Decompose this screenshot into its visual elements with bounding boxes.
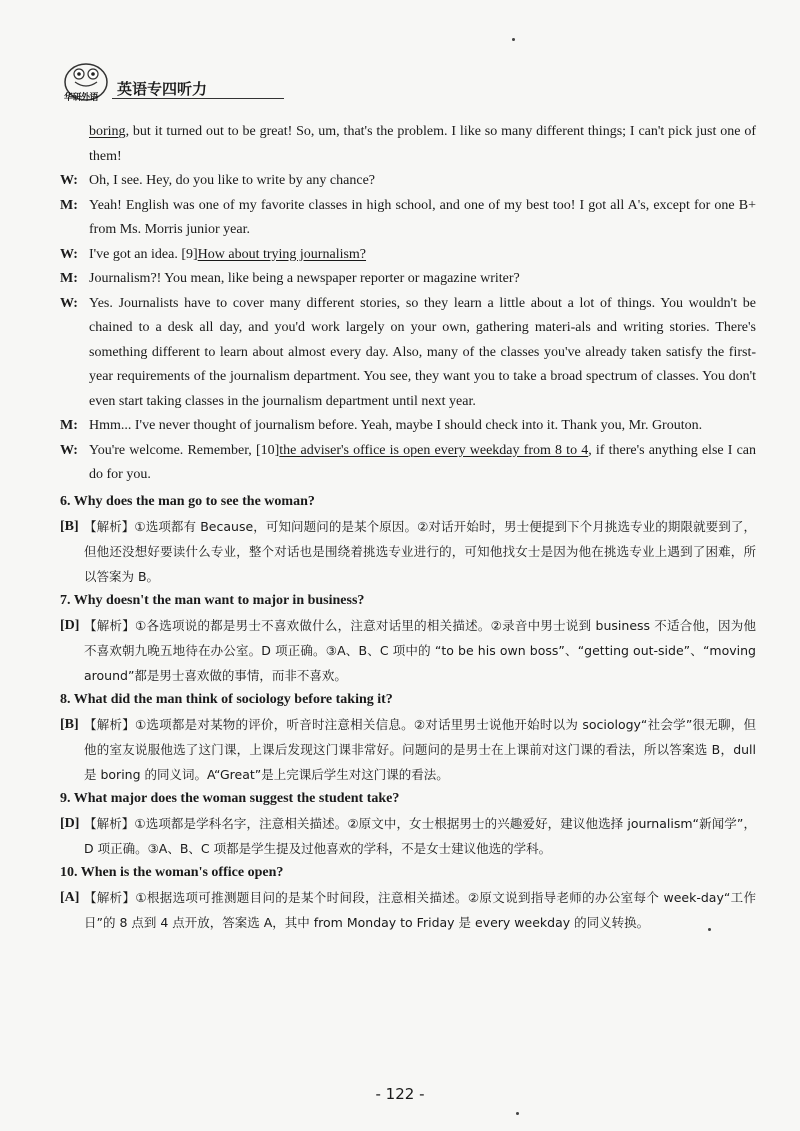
dialogue-transcript	[60, 120, 756, 488]
utterance	[89, 194, 756, 243]
underlined-answer-text: How about trying journalism?	[197, 246, 367, 262]
utterance	[89, 292, 756, 415]
dialogue-turn	[60, 243, 756, 268]
answer-analysis	[60, 811, 756, 861]
question-text: 7. Why doesn't the man want to major in business?	[60, 592, 365, 608]
utterance-text: Yes. Journalists have to cover many different stories, so they learn a little about a lot of things. You wouldn't be chained to a desk all day, and you'd work largely on your own, gathering materi-als and writing stories. There's something different to learn about almost every day. Also, many of the classes you've already taken satisfy the first-year requirements of the journalism department. You see, they want you to take a broad spectrum of classes. You don't even start taking classes in the journalism department until next year.	[89, 295, 756, 409]
question-text: 10. When is the woman's office open?	[60, 864, 284, 880]
utterance	[89, 124, 756, 164]
utterance	[89, 414, 756, 439]
answer-letter: [B]	[60, 518, 79, 534]
book-title: 英语专四听力	[117, 80, 208, 98]
speaker-label: M:	[60, 418, 78, 433]
utterance-text: I've got an idea. [9]	[89, 246, 198, 262]
answer-letter: [D]	[60, 815, 80, 831]
question-text: 8. What did the man think of sociology before taking it?	[60, 691, 393, 707]
dialogue-turn	[60, 169, 756, 194]
logo-text: 华研外语	[64, 93, 99, 103]
header-divider	[112, 98, 284, 99]
utterance-text: , but it turned out to be great! So, um, that's the problem. I like so many different things; I can't pick just one of them!	[89, 124, 756, 164]
question-block	[60, 490, 756, 589]
analysis-text: 【解析】①选项都是学科名字，注意相关描述。②原文中，女士根据男士的兴趣爱好，建议他选择 journalism“新闻学”，D 项正确。③A、B、C 项都是学生提及过他喜欢的学科，不是女士建议他选的学科。	[84, 815, 756, 856]
dialogue-turn	[60, 120, 756, 169]
utterance	[89, 267, 756, 292]
page-number: - 122 -	[375, 1085, 425, 1103]
speaker-label: W:	[60, 295, 78, 311]
speaker-label: M:	[60, 197, 78, 213]
question-block	[60, 787, 756, 861]
dialogue-turn	[60, 414, 756, 439]
underlined-answer-text: boring	[89, 124, 126, 139]
utterance	[89, 243, 756, 268]
answer-letter: [A]	[60, 889, 80, 905]
scan-speck	[708, 928, 711, 931]
answer-analysis	[60, 514, 756, 589]
dialogue-turn	[60, 439, 756, 488]
speaker-label: W:	[60, 442, 78, 458]
utterance-text: Hmm... I've never thought of journalism before. Yeah, maybe I should check into it. Thank you, Mr. Grouton.	[89, 418, 703, 433]
answer-letter: [D]	[60, 617, 80, 633]
speaker-label: M:	[60, 271, 78, 286]
utterance-text: , if there's anything else I can do for you.	[89, 442, 757, 482]
question-block	[60, 861, 756, 935]
answer-analysis	[60, 712, 756, 787]
answer-letter: [B]	[60, 716, 79, 732]
question-text: 9. What major does the woman suggest the student take?	[60, 790, 400, 806]
question-block	[60, 688, 756, 787]
utterance-text: You're welcome. Remember, [10]	[89, 442, 280, 458]
dialogue-turn	[60, 194, 756, 243]
scan-speck	[512, 38, 515, 41]
underlined-answer-text: the adviser's office is open every weekday from 8 to 4	[279, 442, 589, 458]
analysis-text: 【解析】①选项都是对某物的评价，听音时注意相关信息。②对话里男士说他开始时以为 sociology“社会学”很无聊，但他的室友说服他选了这门课，上课后发现这门课非常好。问题问的是男士在上课前对这门课的看法，所以答案选 B，dull 是 boring 的同义词。A“Great”是上完课后学生对这门课的看法。	[84, 716, 756, 782]
analysis-text: 【解析】①各选项说的都是男士不喜欢做什么，注意对话里的相关描述。②录音中男士说到 business 不适合他，因为他不喜欢朝九晚五地待在办公室。D 项正确。③A、B、C 项中的 “to be his own boss”、“getting out-side”、“moving around”都是男士喜欢做的事情，而非不喜欢。	[84, 617, 756, 683]
utterance-text: Oh, I see. Hey, do you like to write by any chance?	[89, 173, 375, 188]
speaker-label: W:	[60, 173, 78, 188]
speaker-label: W:	[60, 246, 78, 262]
answer-analysis	[60, 613, 756, 688]
analysis-text: 【解析】①根据选项可推测题目问的是某个时间段，注意相关描述。②原文说到指导老师的办公室每个 week-day“工作日”的 8 点到 4 点开放，答案选 A，其中 from Monday to Friday 是 every weekday 的同义转换。	[84, 889, 756, 930]
question-block	[60, 589, 756, 688]
answer-analysis	[60, 885, 756, 935]
dialogue-turn	[60, 292, 756, 415]
dialogue-turn	[60, 267, 756, 292]
utterance	[89, 169, 756, 194]
page-content	[60, 120, 756, 935]
question-analysis-list	[60, 490, 756, 935]
utterance	[89, 439, 756, 488]
analysis-text: 【解析】①选项都有 Because，可知问题问的是某个原因。②对话开始时，男士便提到下个月挑选专业的期限就要到了，但他还没想好要读什么专业，整个对话也是围绕着挑选专业进行的，可知他找女士是因为他在挑选专业上遇到了困难，所以答案为 B。	[84, 518, 756, 584]
utterance-text: Journalism?! You mean, like being a newspaper reporter or magazine writer?	[89, 271, 520, 286]
question-text: 6. Why does the man go to see the woman?	[60, 493, 315, 509]
scan-speck	[516, 1112, 519, 1115]
utterance-text: Yeah! English was one of my favorite classes in high school, and one of my best too! I got all A's, except for one B+ from Ms. Morris junior year.	[89, 197, 756, 237]
page-header	[62, 62, 262, 102]
